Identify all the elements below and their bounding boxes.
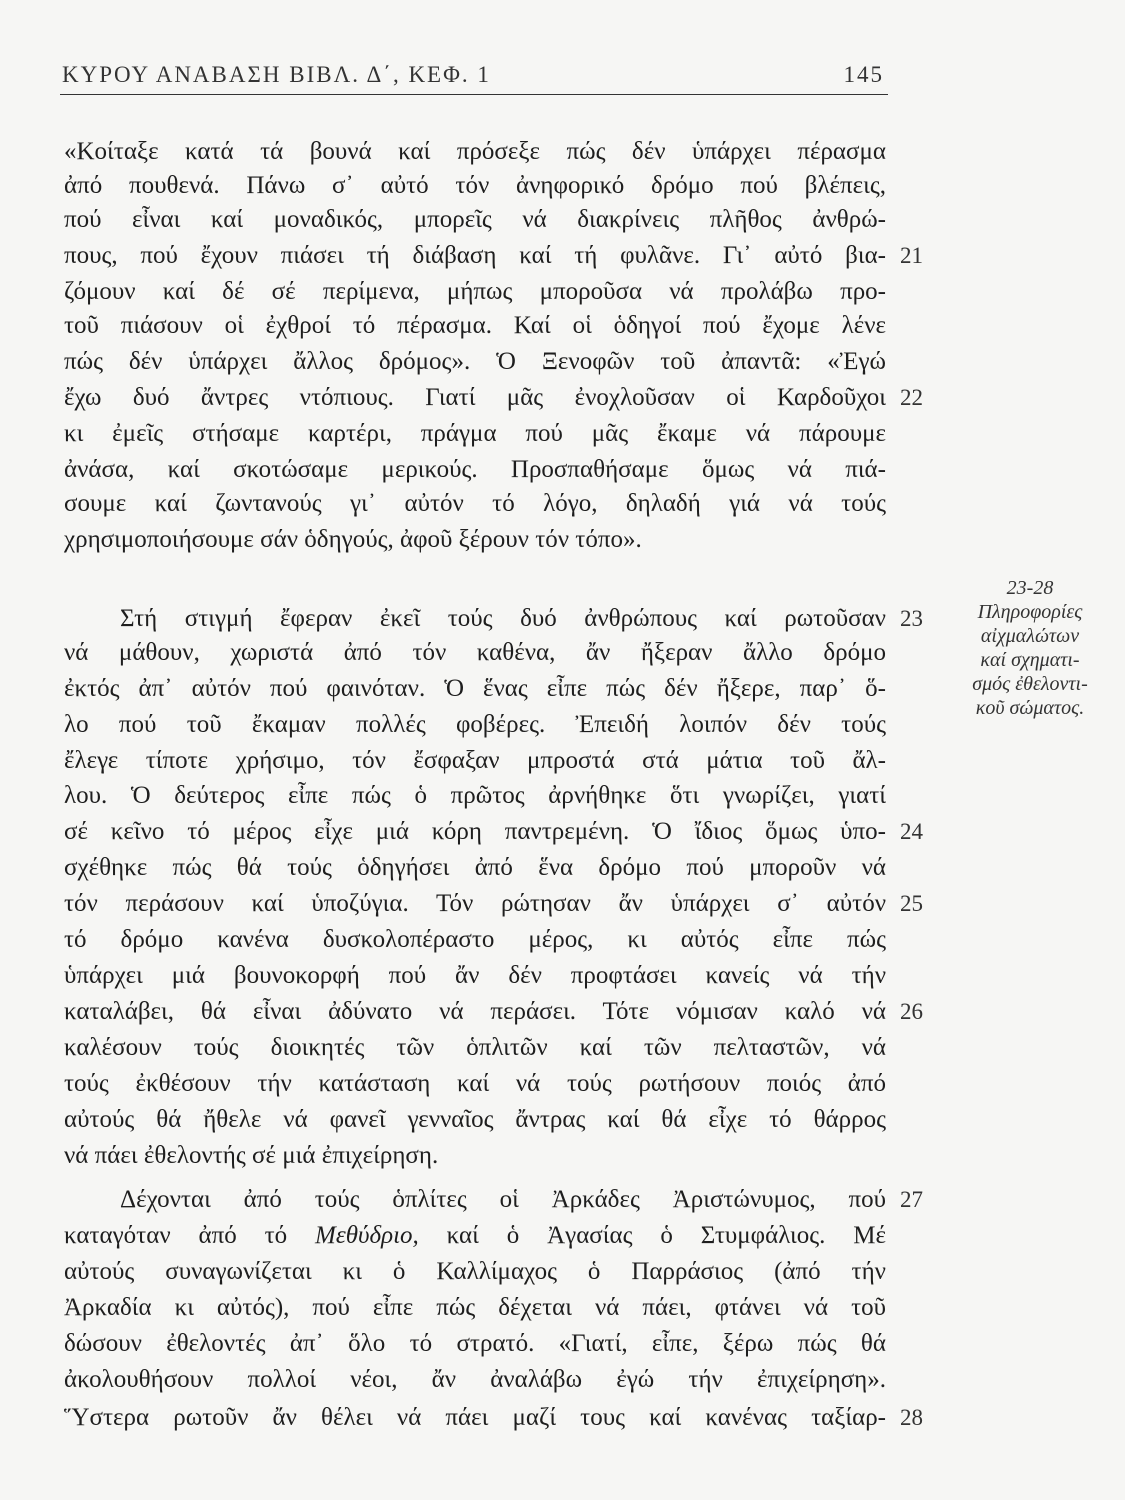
text-line: Ἀρκαδία κι αὐτός), πού εἶπε πώς δέχεται νά πάει, φτάνει νά τοῦ <box>64 1294 886 1321</box>
section-number: 27 <box>900 1187 923 1212</box>
text-line: Δέχονται ἀπό τούς ὁπλίτες οἱ Ἀρκάδες Ἀριστώνυμος, πού <box>120 1186 886 1213</box>
side-note-line: καί σχηματι- <box>980 649 1080 671</box>
side-note-line: αἰχμαλώτων <box>980 625 1080 647</box>
text-line: κι ἐμεῖς στήσαμε καρτέρι, πράγμα πού μᾶς ἔκαμε νά πάρουμε <box>64 420 886 447</box>
running-title: ΚΥΡΟΥ ΑΝΑΒΑΣΗ ΒΙΒΛ. Δ΄, ΚΕΦ. 1 <box>62 62 491 87</box>
side-note-line: σμός ἐθελοντι- <box>972 673 1088 695</box>
text-line: καλέσουν τούς διοικητές τῶν ὁπλιτῶν καί τῶν πελταστῶν, νά <box>64 1034 886 1061</box>
section-number: 28 <box>900 1405 923 1430</box>
text-line: δώσουν ἐθελοντές ἀπ᾽ ὅλο τό στρατό. «Γιατί, εἶπε, ξέρω πώς θά <box>64 1330 886 1357</box>
text-line: ἐκτός ἀπ᾽ αὐτόν πού φαινόταν. Ὁ ἕνας εἶπε πώς δέν ἤξερε, παρ᾽ ὅ- <box>64 675 886 702</box>
text-line: καταλάβει, θά εἶναι ἀδύνατο νά περάσει. Τότε νόμισαν καλό νά <box>64 998 886 1025</box>
text-line: σχέθηκε πώς θά τούς ὁδηγήσει ἀπό ἕνα δρόμο πού μποροῦν νά <box>64 854 886 881</box>
side-note-line: Πληροφορίες <box>977 601 1083 623</box>
text-line: ἀκολουθήσουν πολλοί νέοι, ἄν ἀναλάβω ἐγώ τήν ἐπιχείρηση». <box>64 1366 886 1393</box>
text-line: τούς ἐκθέσουν τήν κατάσταση καί νά τούς ρωτήσουν ποιός ἀπό <box>64 1070 886 1097</box>
section-number: 21 <box>900 243 923 268</box>
text-line: τόν περάσουν καί ὑποζύγια. Τόν ρώτησαν ἄν ὑπάρχει σ᾽ αὐτόν <box>64 890 886 917</box>
text-line: πώς δέν ὑπάρχει ἄλλος δρόμος». Ὁ Ξενοφῶν τοῦ ἀπαντᾶ: «Ἐγώ <box>64 348 886 375</box>
text-line: αὐτούς θά ἤθελε νά φανεῖ γενναῖος ἄντρας καί θά εἶχε τό θάρρος <box>64 1106 886 1133</box>
text-line: λο πού τοῦ ἔκαμαν πολλές φοβέρες. Ἐπειδή λοιπόν δέν τούς <box>64 711 886 738</box>
text-line: ἔχω δυό ἄντρες ντόπιους. Γιατί μᾶς ἐνοχλοῦσαν οἱ Καρδοῦχοι <box>64 384 886 411</box>
text-line: σέ κεῖνο τό μέρος εἶχε μιά κόρη παντρεμένη. Ὁ ἴδιος ὅμως ὑπο- <box>64 818 886 845</box>
text-line: αὐτούς συναγωνίζεται κι ὁ Καλλίμαχος ὁ Παρράσιος (ἀπό τήν <box>64 1258 886 1285</box>
side-note-line: κοῦ σώματος. <box>975 697 1085 719</box>
text-line: Ὕστερα ρωτοῦν ἄν θέλει νά πάει μαζί τους καί κανένας ταξίαρ- <box>64 1404 886 1431</box>
running-header <box>60 60 888 95</box>
text-line: «Κοίταξε κατά τά βουνά καί πρόσεξε πώς δέν ὑπάρχει πέρασμα <box>64 138 886 165</box>
section-number: 26 <box>900 999 923 1024</box>
text-line: τό δρόμο κανένα δυσκολοπέραστο μέρος, κι αὐτός εἶπε πώς <box>64 926 886 953</box>
text-line: σουμε καί ζωντανούς γι᾽ αὐτόν τό λόγο, δηλαδή γιά νά τούς <box>64 490 886 517</box>
side-note-range: 23-28 <box>1006 577 1054 599</box>
text-line: ζόμουν καί δέ σέ περίμενα, μήπως μποροῦσα νά προλάβω προ- <box>64 278 886 305</box>
text-segment: καταγόταν ἀπό τό <box>64 1222 316 1249</box>
section-number: 25 <box>900 891 923 916</box>
text-line: ἀπό πουθενά. Πάνω σ᾽ αὐτό τόν ἀνηφορικό δρόμο πού βλέπεις, <box>64 172 886 199</box>
text-line: νά μάθουν, χωριστά ἀπό τόν καθένα, ἄν ἤξεραν ἄλλο δρόμο <box>64 639 886 666</box>
text-line: πους, πού ἔχουν πιάσει τή διάβαση καί τή φυλᾶνε. Γι᾽ αὐτό βια- <box>64 242 886 269</box>
text-line: νά πάει ἐθελοντής σέ μιά ἐπιχείρηση. <box>64 1142 439 1169</box>
text-segment: καί ὁ Ἀγασίας ὁ Στυμφάλιος. Μέ <box>418 1222 886 1249</box>
page-number: 145 <box>843 62 884 87</box>
place-name-italic: Μεθύδριο, <box>315 1222 419 1249</box>
section-number: 23 <box>900 606 923 631</box>
text-line: λου. Ὁ δεύτερος εἶπε πώς ὁ πρῶτος ἀρνήθηκε ὅτι γνωρίζει, γιατί <box>64 782 886 809</box>
text-line: ἀνάσα, καί σκοτώσαμε μερικούς. Προσπαθήσαμε ὅμως νά πιά- <box>64 456 886 483</box>
text-line: ὑπάρχει μιά βουνοκορφή πού ἄν δέν προφτάσει κανείς νά τήν <box>64 962 886 989</box>
text-line: ἔλεγε τίποτε χρήσιμο, τόν ἔσφαξαν μπροστά στά μάτια τοῦ ἄλ- <box>64 747 886 774</box>
text-line: Στή στιγμή ἔφεραν ἐκεῖ τούς δυό ἀνθρώπους καί ρωτοῦσαν <box>120 605 886 632</box>
text-line: πού εἶναι καί μοναδικός, μπορεῖς νά διακρίνεις πλῆθος ἀνθρώ- <box>64 206 886 233</box>
text-line <box>64 1220 886 1252</box>
text-line: χρησιμοποιήσουμε σάν ὁδηγούς, ἀφοῦ ξέρουν τόν τόπο». <box>64 526 642 553</box>
side-note <box>945 576 1115 720</box>
section-number: 22 <box>900 385 923 410</box>
section-number: 24 <box>900 819 923 844</box>
text-line: τοῦ πιάσουν οἱ ἐχθροί τό πέρασμα. Καί οἱ ὁδηγοί πού ἔχομε λένε <box>64 312 886 339</box>
